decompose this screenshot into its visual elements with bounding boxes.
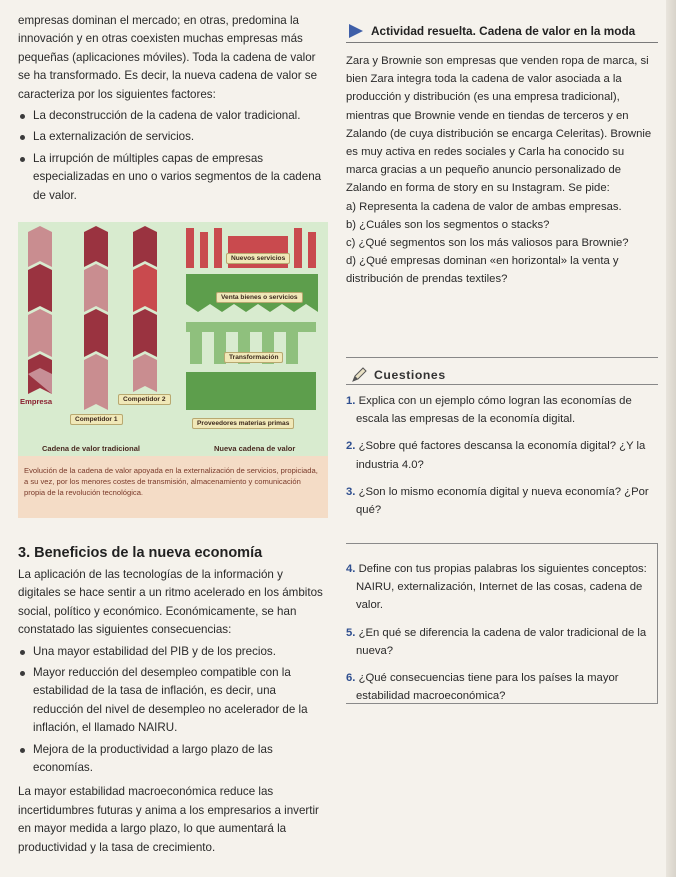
activity-title: Actividad resuelta. Cadena de valor en la moda: [371, 24, 636, 38]
activity-body: [346, 52, 658, 289]
competidor2-label: Competidor 2: [118, 394, 171, 405]
traditional-chain-column-competidor2: [133, 226, 157, 392]
intro-block: [18, 12, 328, 205]
section3-bullet: Mejora de la productividad a largo plazo de las economías.: [18, 741, 328, 778]
pencil-icon: [350, 366, 368, 384]
section3-body: [18, 566, 328, 857]
intro-bullet: La irrupción de múltiples capas de empresas especializadas en uno o varios segmentos de la cadena de valor.: [18, 150, 328, 205]
figure-caption: Evolución de la cadena de valor apoyada en la externalización de servicios, propiciada, a su vez, por los menores costes de transmisión, almacenamiento y comunicación propia de la revolución tecnológica.: [24, 466, 318, 497]
cuestiones-rule-bottom: [346, 384, 658, 385]
empresa-label: Empresa: [20, 397, 53, 406]
activity-rule: [346, 42, 658, 43]
value-chain-figure: [18, 222, 328, 518]
section3-bullet: Mayor reducción del desempleo compatible con la estabilidad de la tasa de inflación, es decir, una reducción del nivel de desempleo no acelerador de la inflación, el llamado NAIRU.: [18, 664, 328, 738]
cuestion-item: 1. Explica con un ejemplo cómo logran las economías de escala las empresas de la economía digital.: [346, 395, 632, 426]
cuestion-item: 6. ¿Qué consecuencias tiene para los países la mayor estabilidad macroeconómica?: [346, 672, 619, 703]
activity-header: [349, 24, 635, 38]
cuestion-item: 2. ¿Sobre qué factores descansa la economía digital? ¿Y la industria 4.0?: [346, 440, 646, 471]
section3-closing: La mayor estabilidad macroeconómica reduce las incertidumbres futuras y anima a los empresarios a invertir en mayor medida a largo plazo, lo que aumentará la productividad y la tasa de crecimiento.: [18, 785, 319, 854]
cuestion-item: 5. ¿En qué se diferencia la cadena de valor tradicional de la nueva?: [346, 626, 647, 657]
section3-bullet: Una mayor estabilidad del PIB y de los precios.: [18, 643, 328, 661]
cuestiones-list: [346, 392, 658, 528]
traditional-chain-column-empresa: [28, 226, 52, 394]
intro-bullet: La deconstrucción de la cadena de valor tradicional.: [18, 107, 328, 125]
cuestiones-list-2: [346, 560, 658, 714]
traditional-chain-title: Cadena de valor tradicional: [42, 444, 140, 453]
proveedores-label: Proveedores materias primas: [192, 418, 294, 429]
new-chain-title: Nueva cadena de valor: [214, 444, 296, 453]
section3-title: 3. Beneficios de la nueva economía: [18, 545, 263, 561]
cuestiones-title: Cuestiones: [374, 368, 446, 382]
activity-question: a) Representa la cadena de valor de ambas empresas.: [346, 200, 622, 213]
section3-intro: La aplicación de las tecnologías de la información y digitales se hace sentir a un ritmo acelerado en los ámbitos social, político y económico. Económicamente, se han constatado las siguientes consecuencias:: [18, 568, 323, 637]
activity-question: c) ¿Qué segmentos son los más valiosos para Brownie?: [346, 237, 629, 250]
intro-paragraph: empresas dominan el mercado; en otras, predomina la innovación y en otras coexisten muchas empresas más pequeñas (aplicaciones móviles). Toda la cadena de valor se ha transformado. Es decir, la nueva cadena de valor se caracteriza por los siguientes factores:: [18, 14, 318, 101]
activity-text: Zara y Brownie son empresas que venden ropa de marca, si bien Zara integra toda la cadena de valor asociada a la producción y distribución (es una empresa tradicional), mientras que Brownie vende en tiendas de terceros y en Zalando (de cuya distribución se encarga Celeritas). Brownie es muy activa en redes sociales y Carla ha conocido su marca gracias a un pequeño anuncio personalizado de Zalando en forma de story en su Instagram. Se pide:: [346, 55, 652, 195]
cuestiones-bottom-rule: [346, 703, 658, 704]
activity-question: b) ¿Cuáles son los segmentos o stacks?: [346, 218, 550, 231]
cuestiones-separator: [346, 543, 658, 544]
competidor1-label: Competidor 1: [70, 414, 123, 425]
activity-question: d) ¿Qué empresas dominan «en horizontal» la venta y distribución de prendas textiles?: [346, 255, 619, 286]
nuevos-servicios-label: Nuevos servicios: [226, 253, 290, 264]
transformacion-label: Transformación: [224, 352, 283, 363]
new-chain-layer-proveedores: [186, 372, 316, 410]
cuestiones-header: [350, 366, 446, 384]
arrow-icon: [349, 24, 363, 38]
cuestion-item: 3. ¿Son lo mismo economía digital y nueva economía? ¿Por qué?: [346, 485, 649, 517]
intro-bullet: La externalización de servicios.: [18, 128, 328, 146]
cuestion-item: 4. Define con tus propias palabras los siguientes conceptos: NAIRU, externalización, Internet de las cosas, cadena de valor.: [346, 563, 647, 612]
page-edge: [666, 0, 676, 877]
traditional-chain-column-competidor1: [84, 226, 108, 410]
venta-bienes-label: Venta bienes o servicios: [216, 292, 303, 303]
cuestiones-rule-top: [346, 357, 658, 358]
